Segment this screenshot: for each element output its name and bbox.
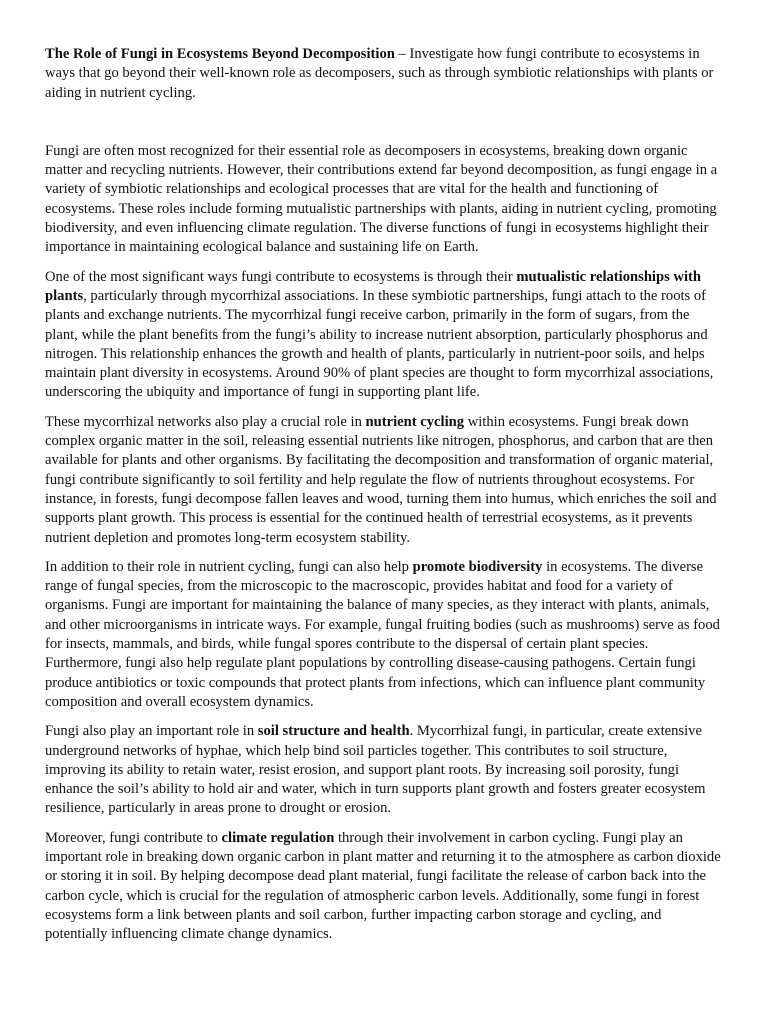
key-term-climate-regulation: climate regulation — [221, 829, 335, 846]
paragraph-text: , particularly through mycorrhizal associations. In these symbiotic partnerships, fungi attach to the roots of plants and exchange nutrients. The mycorrhizal fungi receive carbon, primarily in the form of sugars, from the plant, while the plant benefits from the fungi’s ability to increase nutrient absorption, particularly phosphorus and nitrogen. This relationship enhances the growth and health of plants, particularly in nutrient-poor soils, and helps maintain plant diversity in ecosystems. Around 90% of plant species are thought to form mycorrhizal associations, underscoring the ubiquity and importance of fungi in supporting plant life. — [45, 287, 714, 401]
body-paragraph-5 — [45, 722, 725, 818]
paragraph-text: These mycorrhizal networks also play a crucial role in — [45, 413, 366, 430]
intro-paragraph — [45, 45, 725, 103]
paragraph-text: In addition to their role in nutrient cycling, fungi can also help — [45, 558, 413, 575]
key-term-mutualistic-relationships: mutualistic relationships with plants — [45, 268, 702, 304]
paragraph-text: . Mycorrhizal fungi, in particular, create extensive underground networks of hyphae, which help bind soil particles together. This contributes to soil structure, improving its ability to retain water, resist erosion, and support plant roots. By increasing soil porosity, fungi enhance the soil’s ability to hold air and water, which in turn supports plant growth and fosters greater ecosystem resilience, particularly in areas prone to drought or erosion. — [45, 723, 706, 817]
key-term-soil-structure: soil structure and health — [257, 723, 410, 740]
title-dash: – — [394, 46, 410, 62]
paragraph-text: in ecosystems. The diverse range of fungal species, from the microscopic to the macroscopic, provides habitat and food for a variety of organisms. Fungi are important for maintaining the balance of many species, as they interact with plants, animals, and other microorganisms in intricate ways. For example, fungal fruiting bodies (such as mushrooms) serve as food for insects, mammals, and birds, while fungal spores contribute to the dispersal of certain plant species. Furthermore, fungi also help regulate plant populations by controlling disease-causing pathogens. Certain fungi produce antibiotics or toxic compounds that protect plants from infections, which can influence plant community composition and overall ecosystem dynamics. — [45, 558, 720, 710]
paragraph-text: through their involvement in carbon cycling. Fungi play an important role in breaking down organic carbon in plant matter and returning it to the atmosphere as carbon dioxide or storing it in soil. By helping decompose dead plant material, fungi facilitate the release of carbon back into the carbon cycle, which is crucial for the regulation of atmospheric carbon levels. Additionally, some fungi in forest ecosystems form a link between plants and soil carbon, further impacting carbon storage and cycling, and potentially influencing climate change dynamics. — [45, 829, 721, 943]
paragraph-text: One of the most significant ways fungi contribute to ecosystems is through their — [45, 268, 517, 285]
key-term-promote-biodiversity: promote biodiversity — [412, 558, 543, 575]
key-term-nutrient-cycling: nutrient cycling — [365, 413, 465, 430]
paragraph-text: Fungi also play an important role in — [45, 723, 258, 740]
body-paragraph-2 — [45, 268, 725, 403]
body-paragraph-6 — [45, 829, 725, 945]
document-page — [45, 45, 725, 954]
intro-text: Investigate how fungi contribute to ecosystems in ways that go beyond their well-known role as decomposers, such as through symbiotic relationships with plants or aiding in nutrient cycling. — [45, 46, 714, 101]
paragraph-text: within ecosystems. Fungi break down complex organic matter in the soil, releasing essential nutrients like nitrogen, phosphorus, and carbon that are then available for plants and other organisms. By facilitating the decomposition and transformation of organic material, fungi contribute significantly to soil fertility and help regulate the flow of nutrients throughout ecosystems. For instance, in forests, fungi decompose fallen leaves and wood, turning them into humus, which enriches the soil and supports plant growth. This process is essential for the continued health of terrestrial ecosystems, as it prevents nutrient depletion and promotes long-term ecosystem stability. — [45, 413, 717, 546]
paragraph-text: Moreover, fungi contribute to — [45, 829, 222, 846]
body-paragraph-3 — [45, 413, 725, 548]
document-title: The Role of Fungi in Ecosystems Beyond Decomposition — [45, 46, 395, 62]
body-paragraph-4 — [45, 558, 725, 712]
paragraph-text: Fungi are often most recognized for their essential role as decomposers in ecosystems, breaking down organic matter and recycling nutrients. However, their contributions extend far beyond decomposition, as fungi engage in a variety of symbiotic relationships and ecological processes that are vital for the health and functioning of ecosystems. These roles include forming mutualistic partnerships with plants, aiding in nutrient cycling, promoting biodiversity, and even influencing climate regulation. The diverse functions of fungi in ecosystems highlight their importance in maintaining ecological balance and sustaining life on Earth. — [45, 142, 718, 256]
body-paragraph-1 — [45, 142, 725, 258]
